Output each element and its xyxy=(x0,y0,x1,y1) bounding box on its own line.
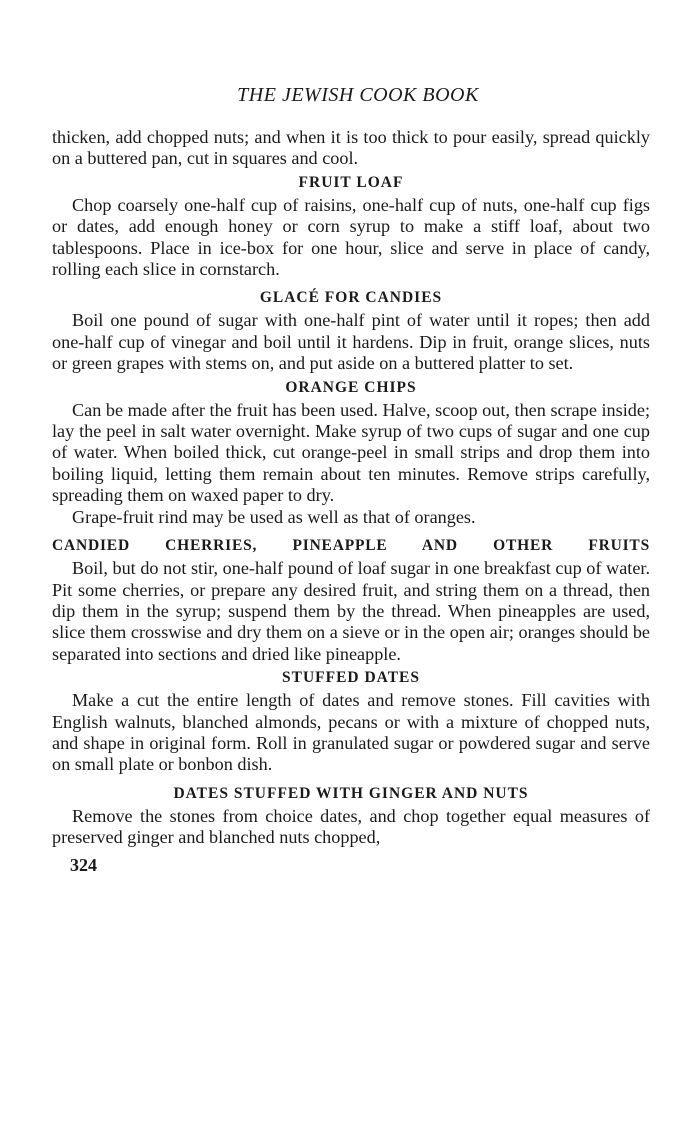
recipe-fruit-loaf xyxy=(52,173,650,281)
running-head: THE JEWISH COOK BOOK xyxy=(237,84,479,106)
recipe-heading: FRUIT LOAF xyxy=(298,173,404,191)
recipe-stuffed-dates xyxy=(52,668,650,776)
recipe-paragraph: Boil one pound of sugar with one-half pint of water until it ropes; then add one-half cup of vinegar and boil until it hardens. Dip in fruit, orange slices, nuts or green grapes with stems on, and put aside on a buttered platter to set. xyxy=(52,310,650,374)
recipe-glace-for-candies xyxy=(52,288,650,374)
recipe-heading: STUFFED DATES xyxy=(281,669,421,687)
recipe-paragraph: Grape-fruit rind may be used as well as that of oranges. xyxy=(72,506,476,527)
recipe-dates-stuffed-ginger xyxy=(52,784,650,849)
recipe-paragraph: Chop coarsely one-half cup of raisins, one-half cup of nuts, one-half cup figs or dates, add enough honey or corn syrup to make a stiff loaf, about two tablespoons. Place in ice-box for one hour, slice and serve in place of candy, rolling each slice in cornstarch. xyxy=(52,194,650,280)
recipe-heading: ORANGE CHIPS xyxy=(285,378,417,396)
recipe-heading: DATES STUFFED WITH GINGER AND NUTS xyxy=(173,784,529,802)
recipe-paragraph: Make a cut the entire length of dates and remove stones. Fill cavities with English walnuts, blanched almonds, pecans or with a mixture of chopped nuts, and shape in original form. Roll in granulated sugar or powdered sugar and serve on small plate or bonbon dish. xyxy=(52,690,650,775)
continuation-paragraph: thicken, add chopped nuts; and when it is too thick to pour easily, spread quickly on a buttered pan, cut in squares and cool. xyxy=(52,127,650,169)
page-number: 324 xyxy=(70,854,97,875)
recipe-candied-cherries xyxy=(52,536,650,665)
book-page xyxy=(52,84,650,876)
recipe-heading: GLACÉ FOR CANDIES xyxy=(259,289,443,307)
recipe-paragraph: Remove the stones from choice dates, and chop together equal measures of preserved ginger and blanched nuts chopped, xyxy=(52,805,650,848)
recipe-paragraph: Boil, but do not stir, one-half pound of loaf sugar in one breakfast cup of water. Pit some cherries, or prepare any desired fruit, and string them on a thread, then dip them in the syrup; suspend them by the thread. When pineapples are used, slice them crosswise and dry them on a sieve or in the open air; oranges should be separated into sections and dried like pineapple. xyxy=(52,558,650,664)
recipe-orange-chips xyxy=(52,378,650,528)
recipe-paragraph: Can be made after the fruit has been used. Halve, scoop out, then scrape inside; lay the peel in salt water overnight. Make syrup of two cups of sugar and one cup of water. When boiled thick, cut orange-peel in small strips and drop them into boiling liquid, letting them remain about ten minutes. Remove strips carefully, spreading them on waxed paper to dry. xyxy=(52,399,650,506)
recipe-heading: CANDIED CHERRIES, PINEAPPLE AND OTHER FRUITS xyxy=(52,537,650,555)
